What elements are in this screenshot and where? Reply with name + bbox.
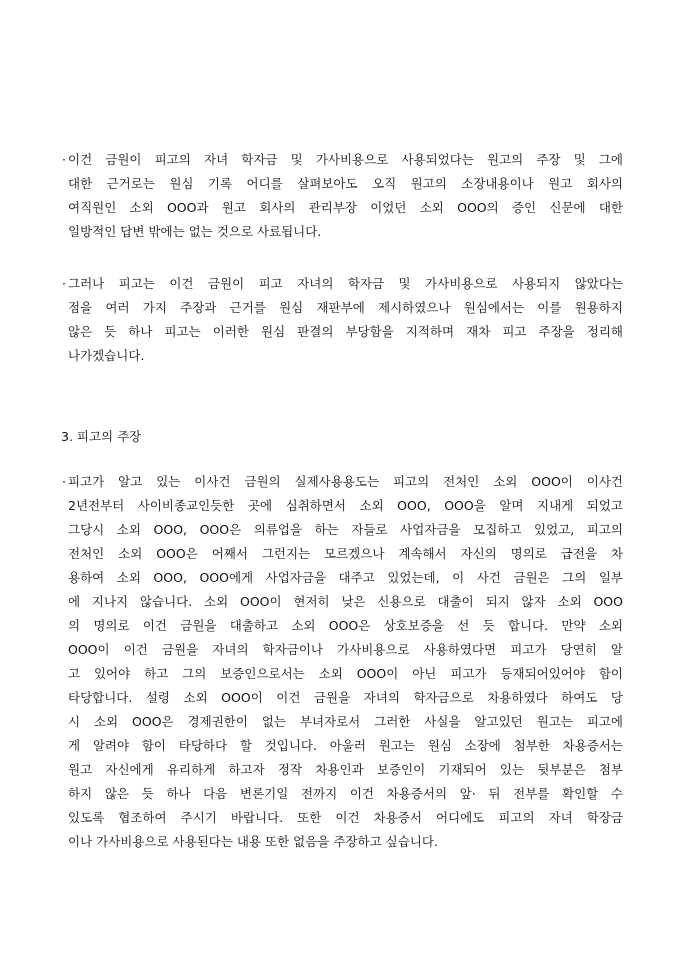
paragraph-3-line: 원고 자신에게 유리하게 하고자 정작 차용인과 보증인이 기재되어 있는 뒷부분은 첨부 xyxy=(68,762,623,777)
paragraph-3-line: 있도록 협조하여 주시기 바랍니다. 또한 이건 차용증서 어디에도 피고의 자녀 학장금 xyxy=(68,810,623,825)
paragraph-1-line: 여직원인 소외 OOO과 원고 회사의 관리부장 이었던 소외 OOO의 증인 신문에 대한 xyxy=(68,200,623,215)
paragraph-2-line: 점을 여러 가지 주장과 근거를 원심 재판부에 제시하였으나 원심에서는 이를 원용하지 xyxy=(68,300,623,315)
paragraph-2 xyxy=(61,272,623,368)
paragraph-2-line: · 그러나 피고는 이건 금원이 피고 자녀의 학자금 및 가사비용으로 사용되지 않았다는 xyxy=(61,272,623,296)
paragraph-3-line: 하지 않은 듯 하나 다음 변론기일 전까지 이건 차용증서의 앞· 뒤 전부를 확인할 수 xyxy=(68,786,623,801)
paragraph-3-line: 에 지나지 않습니다. 소외 OOO이 현저히 낮은 신용으로 대출이 되지 않자 소외 OOO xyxy=(68,594,623,609)
paragraph-3-line: 고 있어야 하고 그의 보증인으로서는 소외 OOO이 아닌 피고가 등재되어있어야 함이 xyxy=(68,666,623,681)
paragraph-2-line: 않은 듯 하나 피고는 이러한 원심 판결의 부당함을 지적하며 재차 피고 주장을 정리해 xyxy=(68,324,623,339)
paragraph-3-line: 타당합니다. 설령 소외 OOO이 이건 금원을 자녀의 학자금으로 차용하였다 하여도 당 xyxy=(68,690,623,705)
paragraph-1-line: · 이건 금원이 피고의 자녀 학자금 및 가사비용으로 사용되었다는 원고의 주장 및 그에 xyxy=(61,148,623,172)
paragraph-1-line: 일방적인 답변 밖에는 없는 것으로 사료됩니다. xyxy=(68,224,322,239)
paragraph-3-line: · 피고가 알고 있는 이사건 금원의 실제사용용도는 피고의 전처인 소외 OOO이 이사건 xyxy=(61,470,623,494)
paragraph-3-line: 그당시 소외 OOO, OOO은 의류업을 하는 자들로 사업자금을 모집하고 있었고, 피고의 xyxy=(68,522,623,537)
paragraph-3-line: 용하여 소외 OOO, OOO에게 사업자금을 대주고 있었는데, 이 사건 금원은 그의 일부 xyxy=(68,570,623,585)
paragraph-3-line: 전처인 소외 OOO은 어째서 그런지는 모르겠으나 계속해서 자신의 명의로 급전을 차 xyxy=(68,546,623,561)
paragraph-3-line: 이나 가사비용으로 사용된다는 내용 또한 없음을 주장하고 싶습니다. xyxy=(68,834,438,849)
paragraph-1-line: 대한 근거로는 원심 기록 어디를 살펴보아도 오직 원고의 소장내용이나 원고 회사의 xyxy=(68,176,623,191)
paragraph-3-line: 게 알려야 함이 타당하다 할 것입니다. 아울러 원고는 원심 소장에 첨부한 차용증서는 xyxy=(68,738,623,753)
bullet-mark: · xyxy=(62,474,66,489)
bullet-mark: · xyxy=(62,276,66,291)
paragraph-3-line: OOO이 이건 금원을 자녀의 학자금이나 가사비용으로 사용하였다면 피고가 당연히 알 xyxy=(68,642,623,657)
section-heading: 3. 피고의 주장 xyxy=(61,429,142,444)
paragraph-3-line: 시 소외 OOO은 경제권한이 없는 부녀자로서 그러한 사실을 알고있던 원고는 피고에 xyxy=(68,714,623,729)
paragraph-1 xyxy=(61,148,623,244)
bullet-mark: · xyxy=(62,152,66,167)
paragraph-3-line: 의 명의로 이건 금원을 대출하고 소외 OOO은 상호보증을 선 듯 합니다. 만약 소외 xyxy=(68,618,623,633)
paragraph-2-line: 나가겠습니다. xyxy=(68,348,145,363)
paragraph-3-line: 2년전부터 사이비종교인듯한 곳에 심취하면서 소외 OOO, OOO을 알며 지내게 되었고 xyxy=(68,498,623,513)
paragraph-3 xyxy=(61,470,623,854)
